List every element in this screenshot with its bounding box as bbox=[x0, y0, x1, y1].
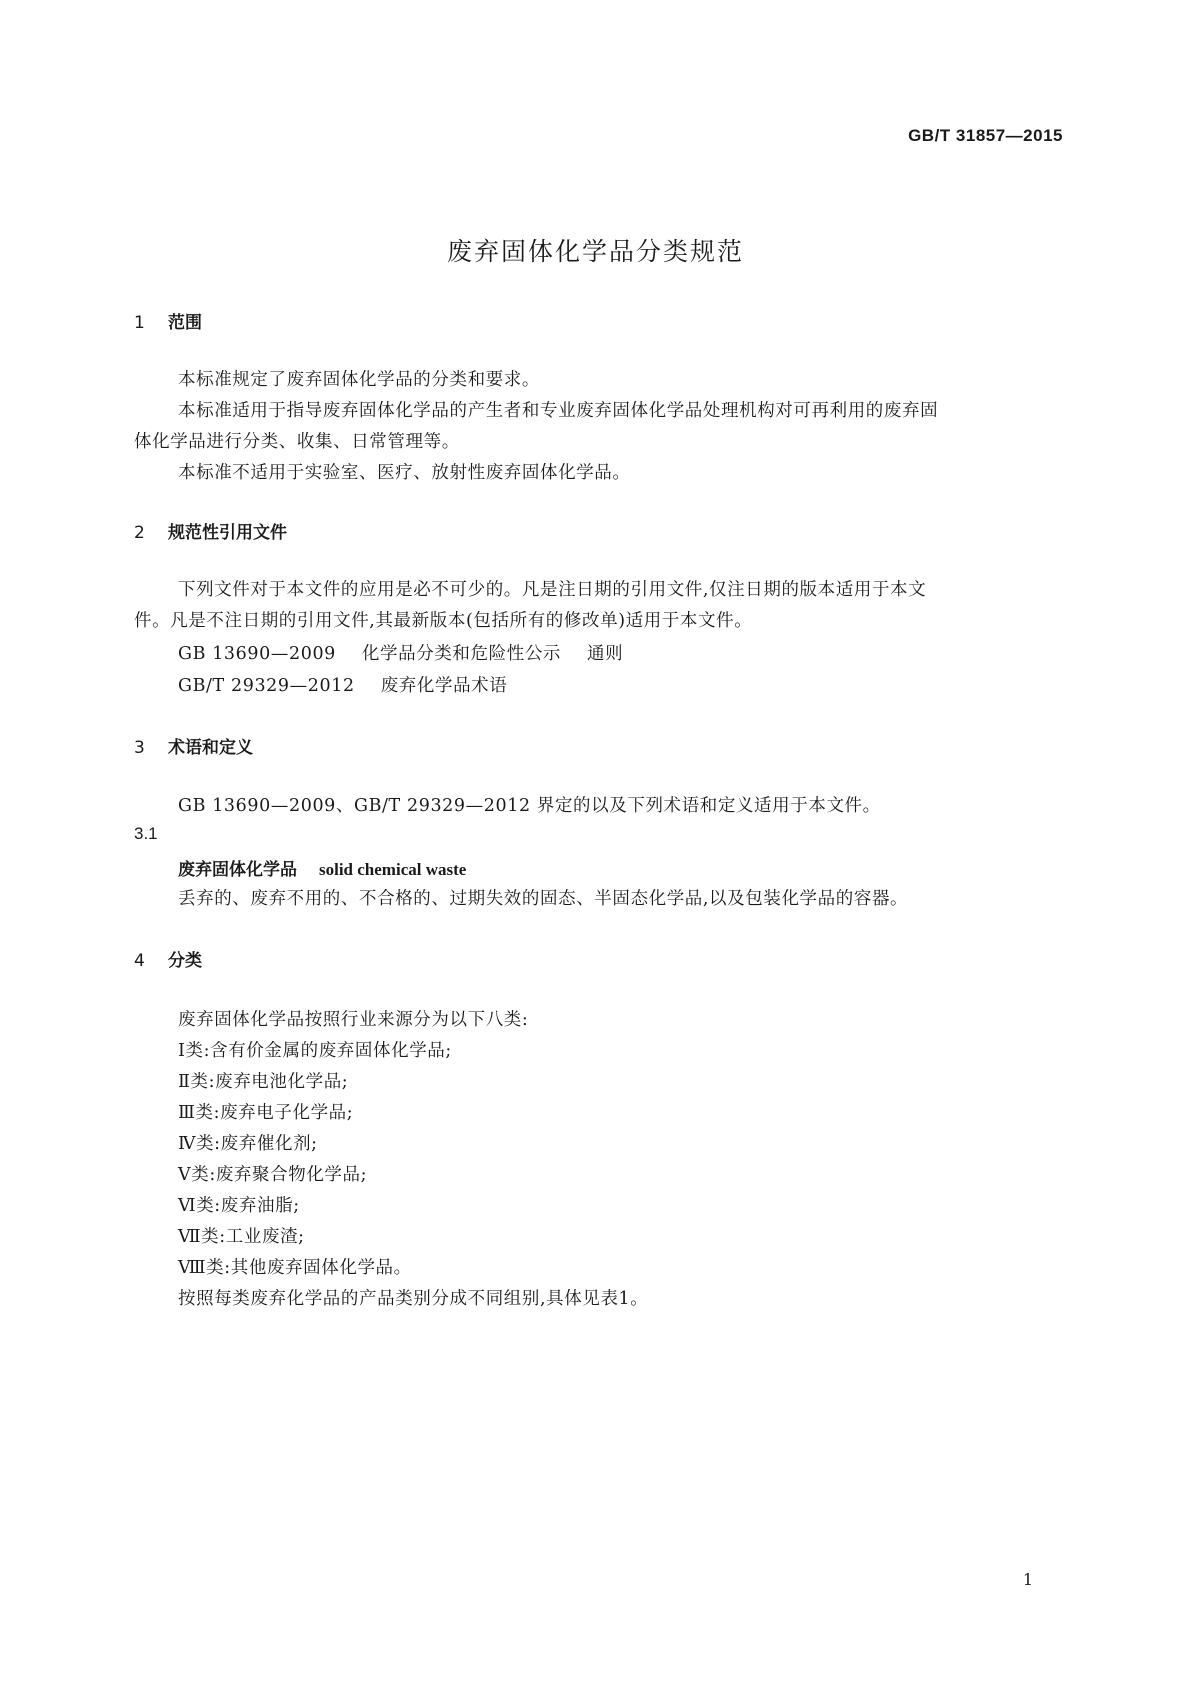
class-item: Ⅷ类:其他废弃固体化学品。 bbox=[178, 1258, 412, 1278]
term-entry bbox=[178, 855, 466, 880]
reference-code: GB 13690—2009 bbox=[178, 644, 336, 664]
reference-name: 化学品分类和危险性公示 bbox=[361, 644, 562, 664]
reference-name: 废弃化学品术语 bbox=[380, 676, 508, 696]
terms-intro: GB 13690—2009、GB/T 29329—2012 界定的以及下列术语和定义适用于本文件。 bbox=[178, 796, 881, 816]
refs-intro-line-1: 下列文件对于本文件的应用是必不可少的。凡是注日期的引用文件,仅注日期的版本适用于本文 bbox=[178, 580, 927, 600]
classification-intro: 废弃固体化学品按照行业来源分为以下八类: bbox=[178, 1010, 529, 1030]
standard-number: GB/T 31857—2015 bbox=[908, 126, 1063, 145]
scope-paragraph-1: 本标准规定了废弃固体化学品的分类和要求。 bbox=[178, 370, 540, 390]
scope-paragraph-2-line-2: 体化学品进行分类、收集、日常管理等。 bbox=[134, 432, 460, 452]
section-title: 分类 bbox=[168, 951, 202, 971]
term-entry-number: 3.1 bbox=[134, 824, 158, 843]
class-item: Ⅵ类:废弃油脂; bbox=[178, 1196, 300, 1216]
section-title: 规范性引用文件 bbox=[168, 523, 287, 543]
classification-outro: 按照每类废弃化学品的产品类别分成不同组别,具体见表1。 bbox=[178, 1289, 649, 1309]
document-title: 废弃固体化学品分类规范 bbox=[446, 237, 744, 266]
scope-paragraph-3: 本标准不适用于实验室、医疗、放射性废弃固体化学品。 bbox=[178, 463, 631, 483]
section-title: 范围 bbox=[168, 313, 202, 333]
reference-name-suffix: 通则 bbox=[587, 644, 624, 664]
term-english: solid chemical waste bbox=[319, 860, 467, 879]
class-item: Ⅰ类:含有价金属的废弃固体化学品; bbox=[178, 1041, 452, 1061]
refs-intro-line-2: 件。凡是不注日期的引用文件,其最新版本(包括所有的修改单)适用于本文件。 bbox=[134, 611, 753, 631]
section-number: 4 bbox=[134, 951, 145, 971]
class-item: Ⅶ类:工业废渣; bbox=[178, 1227, 305, 1247]
section-4-heading bbox=[134, 946, 202, 971]
reference-code: GB/T 29329—2012 bbox=[178, 676, 355, 696]
section-3-heading bbox=[134, 733, 253, 758]
class-item: Ⅲ类:废弃电子化学品; bbox=[178, 1103, 354, 1123]
scope-paragraph-2-line-1: 本标准适用于指导废弃固体化学品的产生者和专业废弃固体化学品处理机构对可再利用的废弃固 bbox=[178, 401, 939, 421]
reference-item bbox=[178, 640, 623, 665]
class-item: Ⅳ类:废弃催化剂; bbox=[178, 1134, 318, 1154]
page-number: 1 bbox=[1022, 1570, 1033, 1589]
section-1-heading bbox=[134, 308, 202, 333]
class-item: Ⅱ类:废弃电池化学品; bbox=[178, 1072, 349, 1092]
section-number: 1 bbox=[134, 313, 145, 333]
section-number: 2 bbox=[134, 523, 145, 543]
class-item: Ⅴ类:废弃聚合物化学品; bbox=[178, 1165, 368, 1185]
term-chinese: 废弃固体化学品 bbox=[178, 860, 297, 880]
reference-item bbox=[178, 672, 507, 697]
section-title: 术语和定义 bbox=[168, 738, 253, 758]
section-2-heading bbox=[134, 518, 287, 543]
term-definition: 丢弃的、废弃不用的、不合格的、过期失效的固态、半固态化学品,以及包装化学品的容器。 bbox=[178, 889, 909, 909]
section-number: 3 bbox=[134, 738, 145, 758]
